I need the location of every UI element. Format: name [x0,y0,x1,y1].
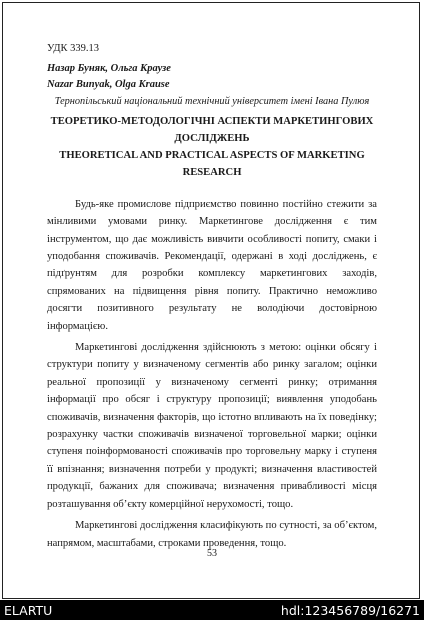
paragraph: Будь-яке промислове підприємство повинно постійно стежити за мінливими умовами ринку. Маркетингове дослідження є тим інструментом, що дає можливість вивчити особливості попиту, смаки і уподобання споживачів. Рекомендації, одержані в ході досліджень, є підґрунтям для розробки комплексу маркетингових заходів, спрямованих на підвищення рівня попиту. Практично неможливо досягти позитивного результату не володіючи достовірною інформацією. [47,198,377,332]
title-en: THEORETICAL AND PRACTICAL ASPECTS OF MARKETING RESEARCH [59,149,365,178]
title-ua: ТЕОРЕТИКО-МЕТОДОЛОГІЧНІ АСПЕКТИ МАРКЕТИНГОВИХ ДОСЛІДЖЕНЬ [50,115,374,144]
document-page [47,44,377,552]
authors-ua: Назар Буняк, Ольга Краузе [47,62,171,74]
authors-en: Nazar Bunyak, Olga Krause [47,79,170,90]
footer-bar [0,600,424,620]
paragraph: Маркетингові дослідження класифікують по сутності, за об’єктом, напрямом, масштабами, строками проведення, тощо. [47,520,377,549]
udc-code: УДК 339.13 [47,43,100,54]
paragraph: Маркетингові дослідження здійснюють з метою: оцінки обсягу і структури попиту у визначеному сегментів або ринку загалом; оцінки реальної пропозиції у визначеному сегменті ринку; отримання інформації про обсяг і структуру пропозиції; виявлення уподобань споживачів, визначення факторів, що істотно впливають на їх поведінку; розрахунку частки споживачів визначеної торговельної марки; оцінки ступеня поінформованості споживачів про торговельну марку і ступеня її впізнання; визначення потреби у продукті; визначення властивостей продукції, бажаних для споживача; визначення привабливості місця розташування об’єкту комерційної нерухомості, тощо. [47,342,377,510]
article-body [47,196,377,552]
page-number: 53 [207,548,217,559]
affiliation: Тернопільський національний технічний університет імені Івана Пулюя [54,95,370,107]
footer-handle: hdl:123456789/16271 [280,603,420,618]
footer-repository: ELARTU [4,603,53,618]
